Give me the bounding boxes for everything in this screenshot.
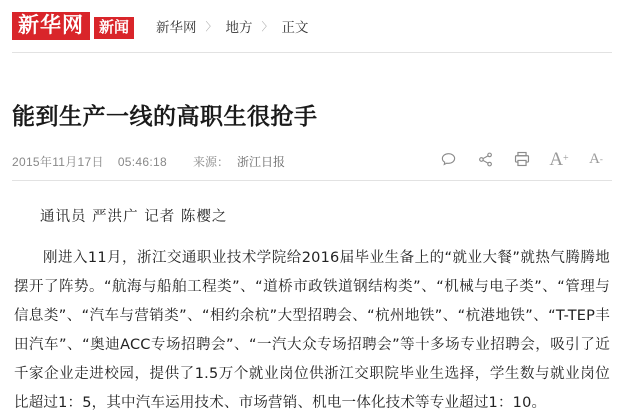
font-increase-label: A (549, 148, 564, 170)
header-divider (12, 52, 612, 53)
share-icon[interactable] (475, 149, 495, 169)
chevron-right-icon: 〉 (261, 21, 273, 33)
font-increase-sup: + (563, 153, 569, 165)
article-paragraph: 刚进入11月，浙江交通职业技术学院给2016届毕业生备上的“就业大餐”就热气腾腾地摆开了阵势。“航海与船舶工程类”、“道桥市政铁道钢结构类”、“机械与电子类”、“管理与信息类”、“汽车与营销类”、“相约余杭”大型招聘会、“杭州地铁”、“杭港地铁”、“T-TEP丰田汽车”、“奥迪ACC专场招聘会”、“一汽大众专场招聘会”等十多场专业招聘会，吸引了近千家企业走进校园，提供了1.5万个就业岗位供浙江交职院毕业生选择，学生数与就业岗位比超过1：5，其中汽车运用技术、市场营销、机电一体化技术等专业超过1：10。 (14, 250, 610, 412)
comment-icon[interactable] (438, 149, 458, 169)
site-logo[interactable] (12, 12, 134, 40)
breadcrumb-item-local[interactable]: 地方 (225, 20, 253, 35)
print-icon[interactable] (512, 149, 532, 169)
breadcrumb-item-current: 正文 (281, 20, 309, 35)
article-meta (12, 148, 612, 181)
breadcrumb-item-home[interactable]: 新华网 (156, 20, 197, 35)
logo-main-text: 新华网 (12, 12, 90, 40)
article-byline: 通讯员 严洪广 记者 陈樱之 (40, 209, 228, 226)
font-increase-button[interactable] (549, 149, 569, 169)
font-decrease-sup: - (599, 153, 603, 164)
article-toolbar (438, 149, 606, 169)
breadcrumb (156, 16, 309, 36)
font-decrease-label: A (589, 150, 600, 167)
article-body (0, 205, 624, 418)
page-title: 能到生产一线的高职生很抢手 (12, 104, 318, 131)
font-decrease-button[interactable] (586, 149, 606, 169)
source-label: 来源： (192, 155, 229, 170)
logo-sub-text: 新闻 (94, 17, 134, 39)
site-header (0, 0, 624, 52)
publish-date: 2015年11月17日 (12, 155, 104, 170)
source-name[interactable]: 浙江日报 (236, 155, 285, 170)
chevron-right-icon: 〉 (205, 21, 217, 33)
publish-time: 05:46:18 (117, 154, 167, 169)
